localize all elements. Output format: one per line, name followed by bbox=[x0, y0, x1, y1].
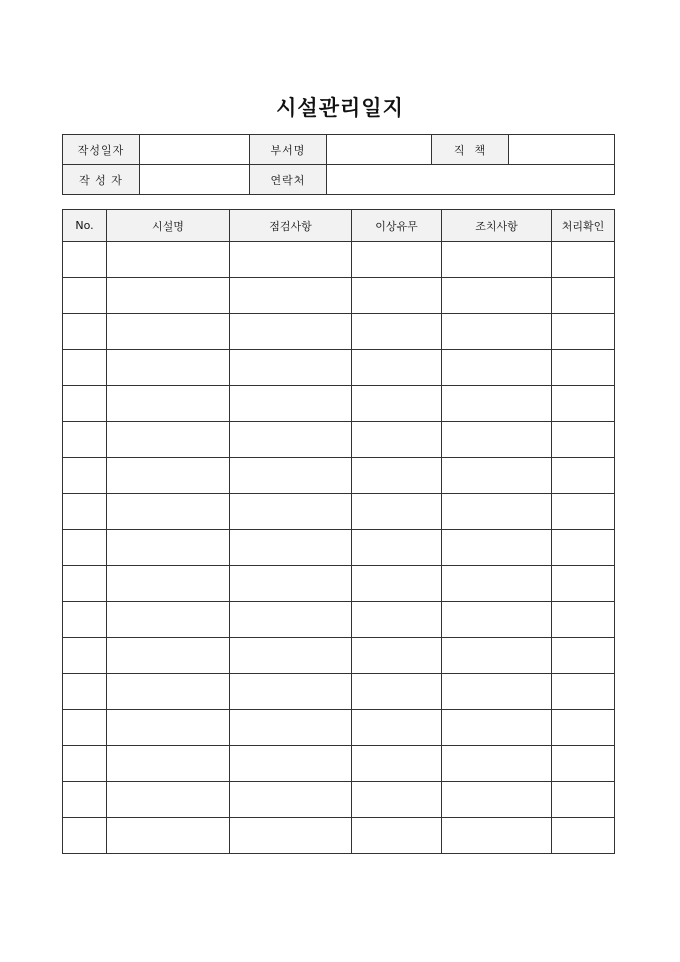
confirmation-cell[interactable] bbox=[552, 422, 615, 458]
no-cell[interactable] bbox=[63, 566, 107, 602]
confirmation-cell[interactable] bbox=[552, 494, 615, 530]
abnormality-cell[interactable] bbox=[352, 350, 442, 386]
no-cell[interactable] bbox=[63, 818, 107, 854]
table-row bbox=[63, 530, 615, 566]
no-cell[interactable] bbox=[63, 350, 107, 386]
no-cell[interactable] bbox=[63, 638, 107, 674]
action-cell[interactable] bbox=[442, 494, 552, 530]
date-label: 작성일자 bbox=[63, 135, 140, 165]
action-cell[interactable] bbox=[442, 746, 552, 782]
facility-cell[interactable] bbox=[107, 242, 230, 278]
facility-cell[interactable] bbox=[107, 422, 230, 458]
facility-cell[interactable] bbox=[107, 278, 230, 314]
confirmation-cell[interactable] bbox=[552, 278, 615, 314]
table-row bbox=[63, 602, 615, 638]
abnormality-cell[interactable] bbox=[352, 710, 442, 746]
facility-cell[interactable] bbox=[107, 674, 230, 710]
facility-cell[interactable] bbox=[107, 782, 230, 818]
action-cell[interactable] bbox=[442, 782, 552, 818]
table-row bbox=[63, 710, 615, 746]
inspection-cell[interactable] bbox=[230, 494, 352, 530]
facility-cell[interactable] bbox=[107, 746, 230, 782]
abnormality-cell[interactable] bbox=[352, 746, 442, 782]
inspection-cell[interactable] bbox=[230, 530, 352, 566]
position-field[interactable] bbox=[509, 135, 615, 165]
confirmation-cell[interactable] bbox=[552, 530, 615, 566]
inspection-cell[interactable] bbox=[230, 602, 352, 638]
table-row bbox=[63, 782, 615, 818]
table-row bbox=[63, 386, 615, 422]
table-row bbox=[63, 566, 615, 602]
action-cell[interactable] bbox=[442, 674, 552, 710]
facility-cell[interactable] bbox=[107, 386, 230, 422]
abnormality-cell[interactable] bbox=[352, 638, 442, 674]
no-cell[interactable] bbox=[63, 746, 107, 782]
department-label: 부서명 bbox=[250, 135, 327, 165]
inspection-cell[interactable] bbox=[230, 350, 352, 386]
inspection-cell[interactable] bbox=[230, 710, 352, 746]
facility-cell[interactable] bbox=[107, 710, 230, 746]
facility-cell[interactable] bbox=[107, 818, 230, 854]
abnormality-cell[interactable] bbox=[352, 386, 442, 422]
inspection-cell[interactable] bbox=[230, 818, 352, 854]
facility-cell[interactable] bbox=[107, 314, 230, 350]
inspection-cell[interactable] bbox=[230, 422, 352, 458]
author-info-table bbox=[62, 134, 615, 195]
column-header-facility: 시설명 bbox=[107, 210, 230, 242]
confirmation-cell[interactable] bbox=[552, 602, 615, 638]
table-row bbox=[63, 422, 615, 458]
action-cell[interactable] bbox=[442, 818, 552, 854]
no-cell[interactable] bbox=[63, 710, 107, 746]
abnormality-cell[interactable] bbox=[352, 494, 442, 530]
table-row bbox=[63, 746, 615, 782]
facility-cell[interactable] bbox=[107, 566, 230, 602]
no-cell[interactable] bbox=[63, 314, 107, 350]
no-cell[interactable] bbox=[63, 386, 107, 422]
column-header-confirmation: 처리확인 bbox=[552, 210, 615, 242]
confirmation-cell[interactable] bbox=[552, 242, 615, 278]
action-cell[interactable] bbox=[442, 314, 552, 350]
table-row bbox=[63, 278, 615, 314]
inspection-cell[interactable] bbox=[230, 674, 352, 710]
confirmation-cell[interactable] bbox=[552, 782, 615, 818]
abnormality-cell[interactable] bbox=[352, 422, 442, 458]
column-header-action: 조치사항 bbox=[442, 210, 552, 242]
abnormality-cell[interactable] bbox=[352, 782, 442, 818]
action-cell[interactable] bbox=[442, 386, 552, 422]
abnormality-cell[interactable] bbox=[352, 818, 442, 854]
action-cell[interactable] bbox=[442, 242, 552, 278]
action-cell[interactable] bbox=[442, 566, 552, 602]
facility-log-table bbox=[62, 209, 615, 854]
confirmation-cell[interactable] bbox=[552, 458, 615, 494]
inspection-cell[interactable] bbox=[230, 458, 352, 494]
action-cell[interactable] bbox=[442, 458, 552, 494]
facility-cell[interactable] bbox=[107, 494, 230, 530]
table-row bbox=[63, 242, 615, 278]
action-cell[interactable] bbox=[442, 638, 552, 674]
facility-cell[interactable] bbox=[107, 458, 230, 494]
page-title: 시설관리일지 bbox=[276, 96, 404, 120]
facility-cell[interactable] bbox=[107, 638, 230, 674]
abnormality-cell[interactable] bbox=[352, 242, 442, 278]
no-cell[interactable] bbox=[63, 494, 107, 530]
author-label: 작 성 자 bbox=[63, 165, 140, 195]
table-row bbox=[63, 674, 615, 710]
no-cell[interactable] bbox=[63, 674, 107, 710]
confirmation-cell[interactable] bbox=[552, 674, 615, 710]
no-cell[interactable] bbox=[63, 530, 107, 566]
abnormality-cell[interactable] bbox=[352, 602, 442, 638]
abnormality-cell[interactable] bbox=[352, 458, 442, 494]
action-cell[interactable] bbox=[442, 278, 552, 314]
contact-field[interactable] bbox=[327, 165, 615, 195]
no-cell[interactable] bbox=[63, 602, 107, 638]
abnormality-cell[interactable] bbox=[352, 566, 442, 602]
department-field[interactable] bbox=[327, 135, 432, 165]
inspection-cell[interactable] bbox=[230, 386, 352, 422]
inspection-cell[interactable] bbox=[230, 746, 352, 782]
confirmation-cell[interactable] bbox=[552, 566, 615, 602]
table-row bbox=[63, 638, 615, 674]
confirmation-cell[interactable] bbox=[552, 746, 615, 782]
confirmation-cell[interactable] bbox=[552, 314, 615, 350]
abnormality-cell[interactable] bbox=[352, 530, 442, 566]
facility-cell[interactable] bbox=[107, 602, 230, 638]
table-row bbox=[63, 458, 615, 494]
contact-label: 연락처 bbox=[250, 165, 327, 195]
confirmation-cell[interactable] bbox=[552, 818, 615, 854]
confirmation-cell[interactable] bbox=[552, 638, 615, 674]
table-row bbox=[63, 350, 615, 386]
facility-cell[interactable] bbox=[107, 530, 230, 566]
inspection-cell[interactable] bbox=[230, 782, 352, 818]
inspection-cell[interactable] bbox=[230, 566, 352, 602]
column-header-no: No. bbox=[63, 210, 107, 242]
action-cell[interactable] bbox=[442, 530, 552, 566]
confirmation-cell[interactable] bbox=[552, 350, 615, 386]
no-cell[interactable] bbox=[63, 422, 107, 458]
facility-cell[interactable] bbox=[107, 350, 230, 386]
inspection-cell[interactable] bbox=[230, 278, 352, 314]
no-cell[interactable] bbox=[63, 458, 107, 494]
confirmation-cell[interactable] bbox=[552, 386, 615, 422]
confirmation-cell[interactable] bbox=[552, 710, 615, 746]
log-rows bbox=[63, 242, 615, 854]
no-cell[interactable] bbox=[63, 242, 107, 278]
position-label: 직 책 bbox=[432, 135, 509, 165]
action-cell[interactable] bbox=[442, 602, 552, 638]
table-row bbox=[63, 314, 615, 350]
author-field[interactable] bbox=[140, 165, 250, 195]
table-row bbox=[63, 818, 615, 854]
abnormality-cell[interactable] bbox=[352, 674, 442, 710]
inspection-cell[interactable] bbox=[230, 314, 352, 350]
column-header-inspection: 점검사항 bbox=[230, 210, 352, 242]
no-cell[interactable] bbox=[63, 782, 107, 818]
action-cell[interactable] bbox=[442, 422, 552, 458]
table-row bbox=[63, 494, 615, 530]
abnormality-cell[interactable] bbox=[352, 314, 442, 350]
action-cell[interactable] bbox=[442, 710, 552, 746]
action-cell[interactable] bbox=[442, 350, 552, 386]
no-cell[interactable] bbox=[63, 278, 107, 314]
inspection-cell[interactable] bbox=[230, 242, 352, 278]
column-header-abnormality: 이상유무 bbox=[352, 210, 442, 242]
inspection-cell[interactable] bbox=[230, 638, 352, 674]
abnormality-cell[interactable] bbox=[352, 278, 442, 314]
date-field[interactable] bbox=[140, 135, 250, 165]
